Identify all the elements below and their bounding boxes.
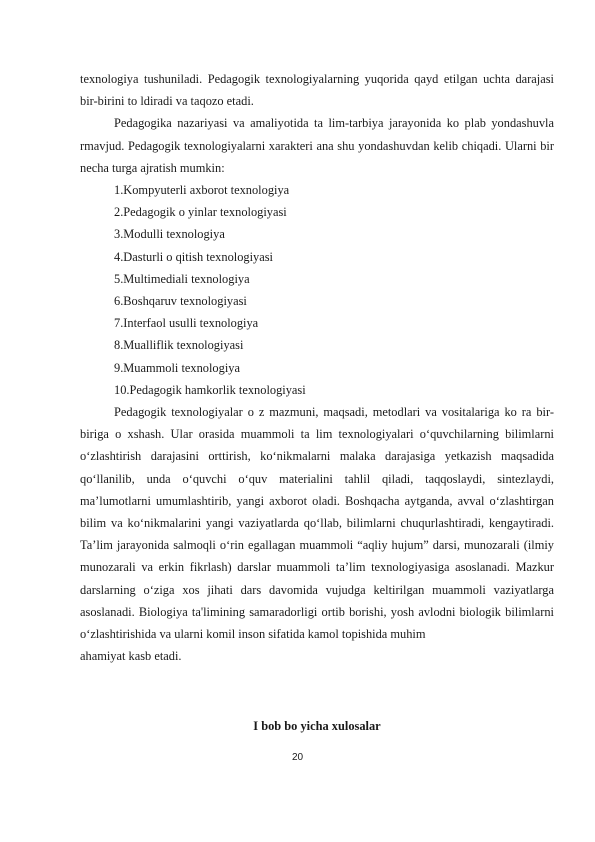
approaches-paragraph: Pedagogika nazariyasi va amaliyotida ta lim-tarbiya jarayonida ko plab yondashuvla rmavjud. Pedagogik texnologiyalarni xarakteri ana shu yondashuvdan kelib chiqadi. Ularni bir necha turga ajratish mumkin: [80,116,554,175]
list-item: 3.Modulli texnologiya [114,227,225,242]
intro-paragraph: texnologiya tushuniladi. Pedagogik texnologiyalarning yuqorida qayd etilgan uchta darajasi bir-birini to ldiradi va taqozo etadi. [80,72,554,109]
list-item: 8.Mualliflik texnologiyasi [114,338,244,353]
list-item: 5.Multimediali texnologiya [114,271,250,286]
list-item: 1.Kompyuterli axborot texnologiya [114,183,290,198]
list-item: 4.Dasturli o qitish texnologiyasi [114,249,274,264]
section-heading: I bob bo yicha xulosalar [253,719,381,733]
list-item: 2.Pedagogik o yinlar texnologiyasi [114,205,287,220]
closing-line: ahamiyat kasb etadi. [80,649,182,664]
main-paragraph: Pedagogik texnologiyalar o z mazmuni, maqsadi, metodlari va vositalariga ko ra bir-biriga o xshash. Ular orasida muammoli ta lim texnologiyalari o‘quvchilarning bilimlarni o‘zlashtirish darajasini orttirish, ko‘nikmalarni malaka darajasiga yetkazish maqsadida qo‘llanilib, unda o‘quvchi o‘quv materialini tahlil qiladi, taqqoslaydi, sintezlaydi, ma’lumotlarni umumlashtirib, yangi axborot oladi. Boshqacha aytganda, avval o‘zlashtirgan bilim va ko‘nikmalarini yangi vaziyatlarda qo‘llab, bilimlarni chuqurlashtiradi, kengaytiradi. Ta’lim jarayonida salmoqli o‘rin egallagan muammoli “aqliy hujum” darsi, munozarali (ilmiy munozarali va erkin fikrlash) darslar muammoli ta’lim texnologiyasiga asoslanadi. Mazkur darslarning o‘ziga xos jihati dars davomida vujudga keltirilgan muammoli vaziyatlarga asoslanadi. Biologiya ta'limining samaradorligi ortib borishi, yosh avlodni biologik bilimlarni o‘zlashtirishida va ularni komil inson sifatida kamol topishida muhim [80,405,554,642]
list-item: 6.Boshqaruv texnologiyasi [114,294,247,309]
page-number: 20 [291,752,304,763]
list-item: 10.Pedagogik hamkorlik texnologiyasi [114,382,306,397]
list-item: 7.Interfaol usulli texnologiya [114,316,259,331]
document-body [80,68,554,667]
technology-list [80,179,554,401]
list-item: 9.Muammoli texnologiya [114,360,240,375]
